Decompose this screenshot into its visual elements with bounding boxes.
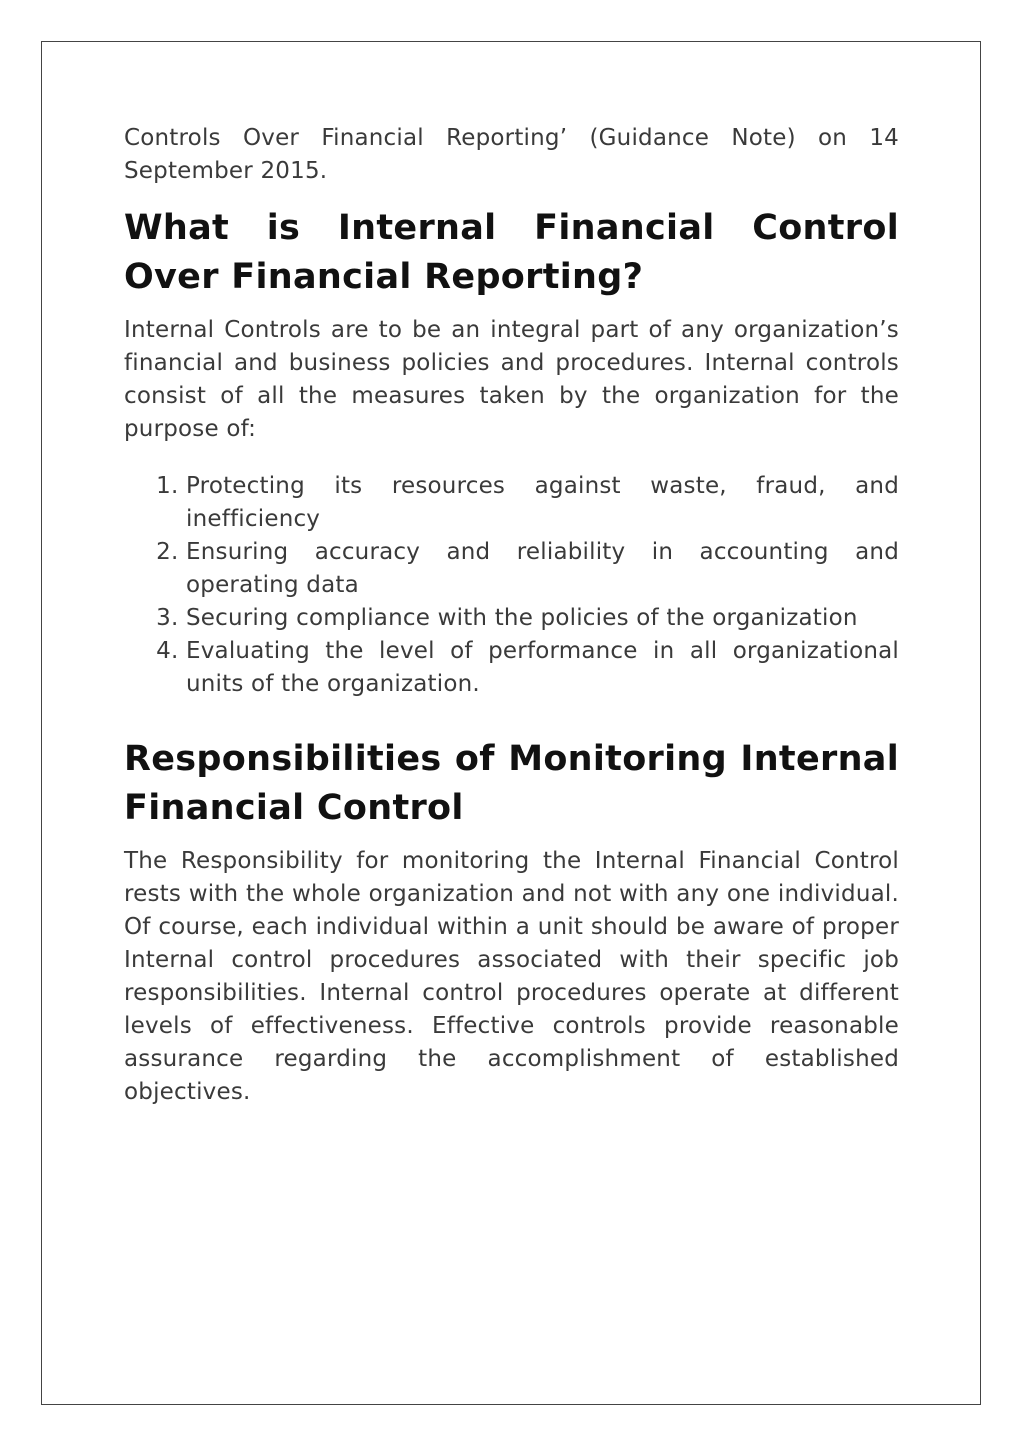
list-item: 1. Protecting its resources against waste, fraud, and inefficiency xyxy=(186,470,899,536)
list-item: 2. Ensuring accuracy and reliability in accounting and operating data xyxy=(186,536,899,602)
intro-paragraph: Controls Over Financial Reporting’ (Guidance Note) on 14 September 2015. xyxy=(124,125,899,184)
heading-what-is-ifc: What is Internal Financial Control Over Financial Reporting? xyxy=(124,208,899,297)
list-item: 4. Evaluating the level of performance in all organizational units of the organization. xyxy=(186,635,899,701)
document-body xyxy=(124,122,899,1109)
paragraph-internal-controls: Internal Controls are to be an integral part of any organization’s financial and business policies and procedures. Internal controls consist of all the measures taken by the organization for the purpose of: xyxy=(124,317,899,442)
heading-responsibilities: Responsibilities of Monitoring Internal Financial Control xyxy=(124,739,899,828)
purpose-list xyxy=(124,470,899,701)
list-item: 3. Securing compliance with the policies of the organization xyxy=(186,602,899,635)
paragraph-responsibility: The Responsibility for monitoring the Internal Financial Control rests with the whole organization and not with any one individual. Of course, each individual within a unit should be aware of proper Internal control procedures associated with their specific job responsibilities. Internal control procedures operate at different levels of effectiveness. Effective controls provide reasonable assurance regarding the accomplishment of established objectives. xyxy=(124,848,899,1105)
